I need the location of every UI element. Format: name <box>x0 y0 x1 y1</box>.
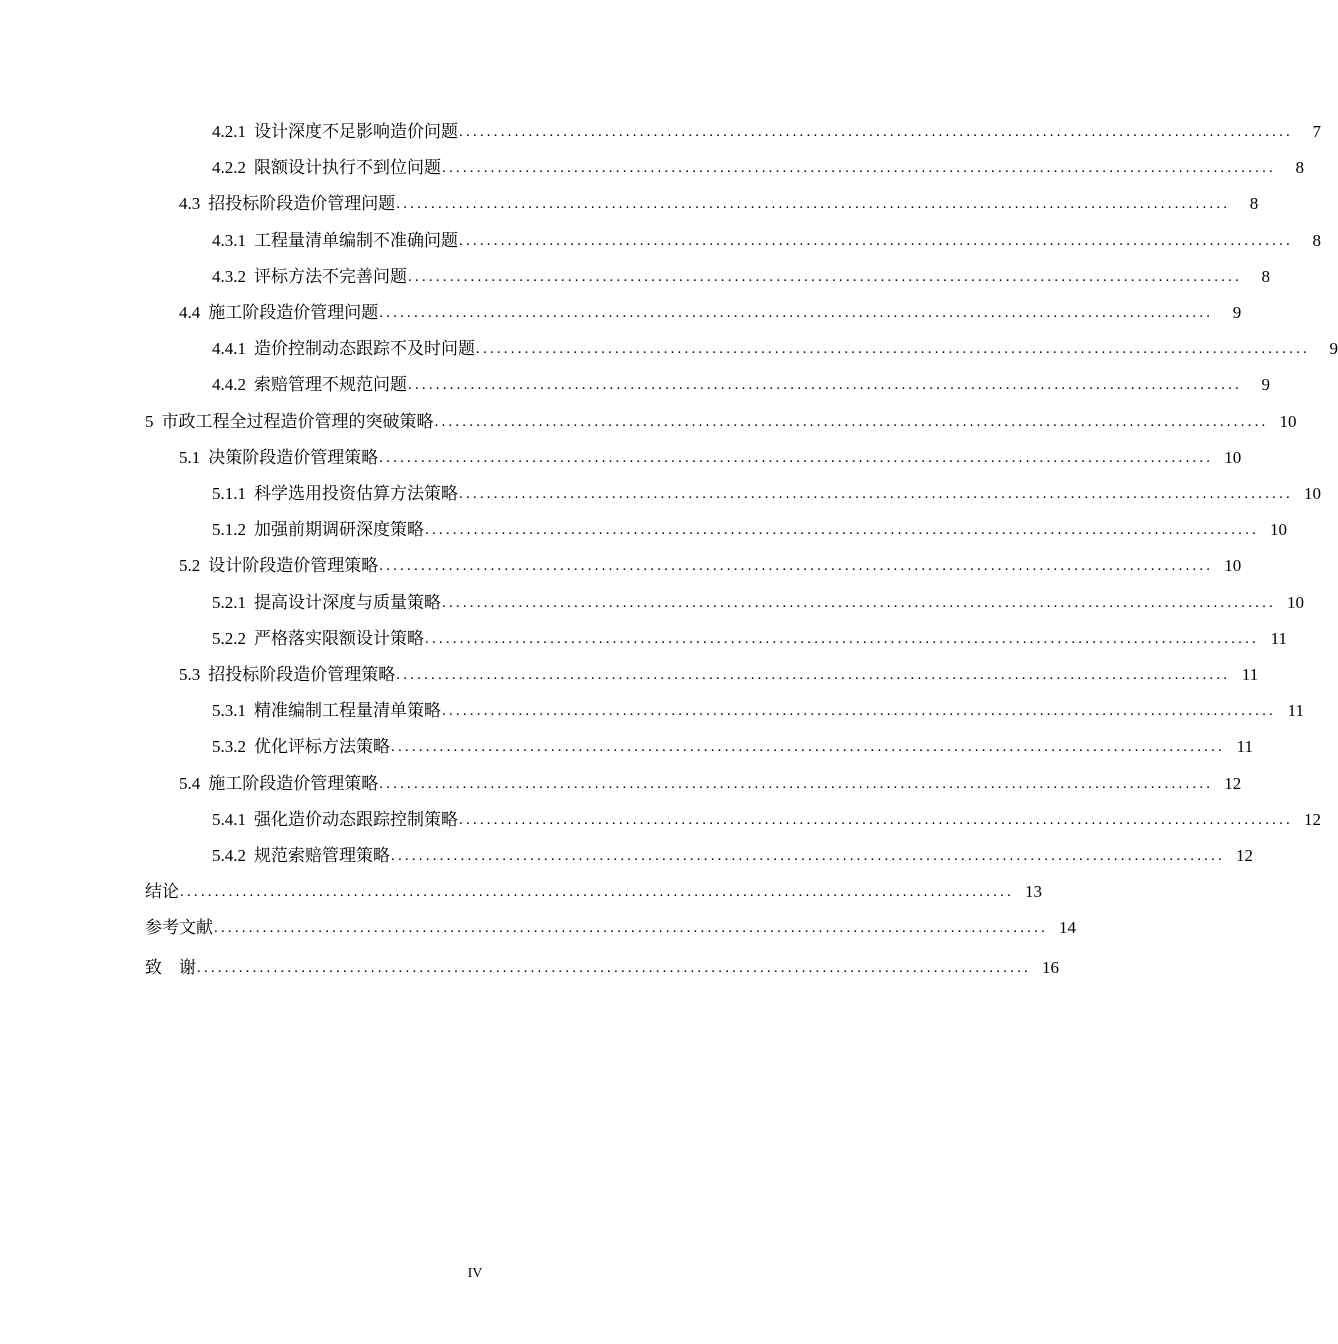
toc-dot-leader: ........................................................................................................................ <box>459 232 1293 249</box>
toc-entry[interactable] <box>212 114 1321 150</box>
toc-dot-leader: ........................................................................................................................ <box>442 703 1276 720</box>
toc-entry-number: 5.2.1 <box>212 592 246 612</box>
toc-entry-page: 11 <box>1287 701 1304 721</box>
toc-entry-title: 致 谢 <box>145 957 196 978</box>
toc-entry-page: 9 <box>1329 339 1338 359</box>
toc-entry[interactable] <box>179 295 1242 331</box>
toc-entry[interactable] <box>145 404 1297 440</box>
toc-entry-number: 5.1.2 <box>212 520 246 540</box>
toc-entry-number: 4.4 <box>179 303 201 322</box>
toc-entry-page: 12 <box>1236 846 1253 865</box>
toc-entry[interactable] <box>145 910 1076 946</box>
toc-entry-number: 5.3.2 <box>212 737 246 757</box>
toc-entry-title: 施工阶段造价管理问题 <box>208 303 379 323</box>
toc-entry-page: 8 <box>1295 158 1304 178</box>
toc-dot-leader: ........................................................................................................................ <box>408 268 1242 285</box>
toc-entry[interactable] <box>212 476 1321 512</box>
toc-dot-leader: ........................................................................................................................ <box>391 739 1225 756</box>
toc-dot-leader: ........................................................................................................................ <box>425 522 1259 539</box>
toc-entry-number: 5.4 <box>179 773 201 793</box>
toc-entry[interactable] <box>212 621 1287 657</box>
toc-entry-page: 8 <box>1261 266 1270 286</box>
toc-entry-number: 4.2.2 <box>212 158 246 178</box>
toc-entry[interactable] <box>212 802 1321 838</box>
toc-entry-title: 参考文献 <box>145 918 213 939</box>
toc-dot-leader: ........................................................................................................................ <box>391 848 1225 864</box>
toc-entry-number: 5.1 <box>179 447 201 467</box>
toc-entry-number: 4.3.1 <box>212 230 246 250</box>
toc-entry-number: 4.2.1 <box>212 122 246 141</box>
toc-entry[interactable] <box>212 729 1253 765</box>
toc-entry[interactable] <box>212 512 1287 548</box>
toc-entry-page: 13 <box>1025 882 1042 902</box>
toc-entry-title: 提高设计深度与质量策略 <box>254 592 441 613</box>
toc-entry-number: 4.3 <box>179 194 201 214</box>
toc-dot-leader: ........................................................................................................................ <box>408 377 1242 394</box>
toc-entry-number: 5.3.1 <box>212 701 246 721</box>
toc-entry-title: 设计阶段造价管理策略 <box>208 556 379 577</box>
toc-dot-leader: ........................................................................................................................ <box>379 775 1214 792</box>
toc-entry-title: 限额设计执行不到位问题 <box>254 158 441 179</box>
toc-entry-page: 11 <box>1241 665 1259 684</box>
toc-entry-title: 结论 <box>145 882 179 903</box>
toc-entry[interactable] <box>212 259 1270 295</box>
toc-entry-page: 12 <box>1224 773 1242 793</box>
toc-entry-page: 7 <box>1312 122 1321 141</box>
toc-entry-number: 5.3 <box>179 665 201 684</box>
toc-entry-number: 4.4.2 <box>212 375 246 395</box>
toc-entry-title: 市政工程全过程造价管理的突破策略 <box>161 411 434 432</box>
toc-dot-leader: ........................................................................................................................ <box>180 884 1014 901</box>
toc-entry[interactable] <box>212 367 1270 403</box>
toc-entry-title: 决策阶段造价管理策略 <box>208 447 379 468</box>
toc-entry[interactable] <box>212 150 1304 186</box>
toc-entry-title: 精准编制工程量清单策略 <box>254 701 441 722</box>
toc-dot-leader: ........................................................................................................................ <box>396 196 1231 213</box>
toc-dot-leader: ........................................................................................................................ <box>379 449 1214 466</box>
toc-entry-title: 施工阶段造价管理策略 <box>208 773 379 794</box>
toc-entry-title: 评标方法不完善问题 <box>254 266 407 287</box>
toc-entry[interactable] <box>212 838 1253 874</box>
toc-entry-number: 4.3.2 <box>212 266 246 286</box>
toc-entry-title: 加强前期调研深度策略 <box>254 520 424 541</box>
toc-entry-page: 8 <box>1249 194 1259 214</box>
toc-entry-number: 5.2.2 <box>212 628 246 648</box>
toc-entry-page: 9 <box>1232 303 1242 322</box>
toc-dot-leader: ........................................................................................................................ <box>425 630 1259 647</box>
toc-dot-leader: ........................................................................................................................ <box>442 594 1276 611</box>
page-number: IV <box>467 1266 483 1281</box>
toc-entry[interactable] <box>179 186 1259 222</box>
toc-entry-page: 11 <box>1270 628 1287 648</box>
toc-entry-number: 5.4.2 <box>212 846 246 865</box>
toc-entry-page: 16 <box>1042 957 1059 977</box>
toc-entry[interactable] <box>179 766 1242 802</box>
toc-dot-leader: ........................................................................................................................ <box>434 413 1269 430</box>
toc-entry-page: 10 <box>1304 484 1321 503</box>
toc-entry-title: 强化造价动态跟踪控制策略 <box>254 809 458 830</box>
toc-dot-leader: ........................................................................................................................ <box>459 811 1293 828</box>
toc-entry-title: 造价控制动态跟踪不及时问题 <box>254 339 475 360</box>
toc-entry-number: 5.1.1 <box>212 484 246 503</box>
toc-entry-page: 12 <box>1304 809 1321 829</box>
toc-entry-page: 14 <box>1059 918 1076 938</box>
toc-dot-leader: ........................................................................................................................ <box>459 486 1293 502</box>
toc-entry-number: 5 <box>145 411 154 431</box>
toc-entry[interactable] <box>212 693 1304 729</box>
toc-entry-number: 5.2 <box>179 556 201 576</box>
toc-entry-page: 10 <box>1287 592 1304 612</box>
toc-entry-page: 11 <box>1236 737 1253 757</box>
toc-entry[interactable] <box>179 548 1242 584</box>
toc-entry-title: 招投标阶段造价管理问题 <box>208 194 396 215</box>
toc-dot-leader: ........................................................................................................................ <box>459 124 1293 140</box>
toc-entry-page: 9 <box>1261 375 1270 395</box>
toc-dot-leader: ........................................................................................................................ <box>379 305 1214 321</box>
toc-entry[interactable] <box>145 950 1059 986</box>
toc-entry[interactable] <box>179 657 1259 693</box>
toc-dot-leader: ........................................................................................................................ <box>214 920 1048 937</box>
toc-entry[interactable] <box>179 440 1242 476</box>
toc-entry[interactable] <box>212 331 1338 367</box>
toc-dot-leader: ........................................................................................................................ <box>476 341 1310 358</box>
toc-entry-page: 10 <box>1224 556 1242 576</box>
toc-dot-leader: ........................................................................................................................ <box>197 959 1031 976</box>
toc-entry-title: 工程量清单编制不准确问题 <box>254 230 458 251</box>
toc-entry-title: 设计深度不足影响造价问题 <box>254 122 458 142</box>
toc-entry[interactable] <box>212 585 1304 621</box>
toc-entry-title: 优化评标方法策略 <box>254 737 390 758</box>
toc-entry[interactable] <box>145 874 1042 910</box>
toc-dot-leader: ........................................................................................................................ <box>396 667 1231 683</box>
toc-entry-number: 5.4.1 <box>212 809 246 829</box>
toc-entry-title: 严格落实限额设计策略 <box>254 628 424 649</box>
toc-entry-page: 8 <box>1312 230 1321 250</box>
toc-entry-title: 科学选用投资估算方法策略 <box>254 484 458 504</box>
toc-entry[interactable] <box>212 223 1321 259</box>
toc-entry-page: 10 <box>1224 447 1242 467</box>
toc-entry-title: 招投标阶段造价管理策略 <box>208 665 396 685</box>
toc-entry-page: 10 <box>1270 520 1287 540</box>
toc-entry-title: 索赔管理不规范问题 <box>254 375 407 396</box>
toc-entry-page: 10 <box>1279 411 1297 431</box>
toc-entry-number: 4.4.1 <box>212 339 246 359</box>
toc-entry-title: 规范索赔管理策略 <box>254 846 390 866</box>
toc-dot-leader: ........................................................................................................................ <box>442 160 1276 177</box>
toc-dot-leader: ........................................................................................................................ <box>379 558 1214 575</box>
